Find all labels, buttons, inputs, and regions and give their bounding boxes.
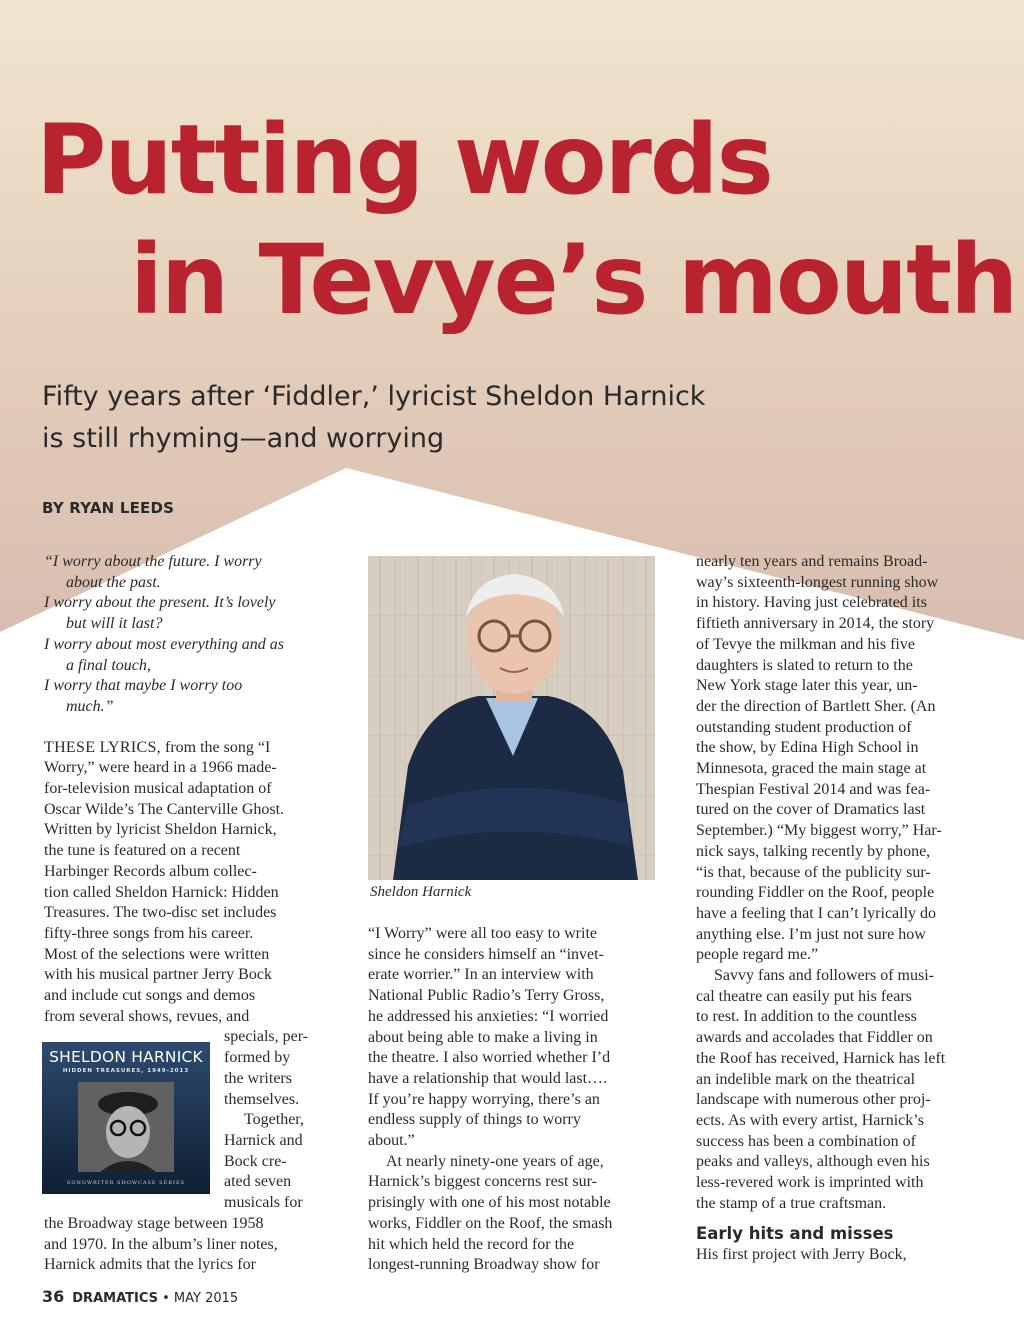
body-line: ects. As with every artist, Harnick’s [696,1111,924,1129]
body-line: outstanding student production of [696,718,912,736]
body-line: Written by lyricist Sheldon Harnick, [44,821,277,839]
body-line: fifty-three songs from his career. [44,924,254,942]
body-line: Harnick admits that the lyrics for [44,1256,256,1274]
body-line: an indelible mark on the theatrical [696,1070,916,1088]
portrait-photo [368,556,655,880]
body-line: Together, [244,1111,304,1129]
body-line: the Roof has received, Harnick has left [696,1049,946,1067]
body-line: about being able to make a living in [368,1028,598,1046]
body-line: musicals for [224,1194,303,1212]
body-line: Minnesota, graced the main stage at [696,760,927,778]
body-line: in history. Having just celebrated its [696,594,927,612]
epigraph-line: I worry that maybe I worry too [44,677,243,695]
body-line: daughters is slated to return to the [696,656,913,674]
body-line: Harbinger Records album collec- [44,862,257,880]
body-line: Harnick’s biggest concerns rest sur- [368,1173,597,1191]
body-line: the show, by Edina High School in [696,739,919,757]
body-line: specials, per- [224,1028,309,1046]
body-line: tion called Sheldon Harnick: Hidden [44,883,279,901]
body-line: cal theatre can easily put his fears [696,987,912,1005]
lead-in: THESE LYRICS, [44,738,161,756]
body-line: anything else. I’m just not sure how [696,925,926,943]
epigraph-line: I worry about the present. It’s lovely [44,594,276,612]
column-3 [696,552,986,1265]
body-line: tured on the cover of Dramatics last [696,801,926,819]
subtitle-line-2: is still rhyming—and worrying [42,423,445,454]
body-line: and include cut songs and demos [44,987,256,1005]
byline: BY RYAN LEEDS [42,499,175,517]
body-line: have a feeling that I can’t lyrically do [696,904,937,922]
body-line: nearly ten years and remains Broad- [696,553,928,570]
album-subtitle: HIDDEN TREASURES, 1949-2013 [62,1068,190,1074]
body-line: ated seven [224,1173,292,1191]
body-line: September.) “My biggest worry,” Har- [696,822,942,840]
body-line: Savvy fans and followers of musi- [714,967,934,985]
body-line: rounding Fiddler on the Roof, people [696,884,935,902]
page-number: 36 [42,1287,65,1306]
column-2 [368,924,658,1276]
body-line: fiftieth anniversary in 2014, the story [696,615,935,633]
body-line: people regard me.” [696,946,819,964]
footer-separator: • [162,1291,170,1306]
body-line: themselves. [224,1090,300,1108]
body-line: the writers [224,1069,292,1087]
body-line: from several shows, revues, and [44,1007,250,1025]
body-line: the theatre. I also worried whether I’d [368,1049,611,1067]
body-line: landscape with numerous other proj- [696,1091,931,1109]
epigraph-line: I worry about most everything and as [44,635,284,653]
body-line: Harnick and [224,1131,303,1149]
epigraph-line: much.” [66,697,114,715]
body-line: “is that, because of the publicity sur- [696,863,931,881]
body-line: formed by [224,1049,291,1067]
body-line: New York stage later this year, un- [696,677,918,695]
body-line: longest-running Broadway show for [368,1256,600,1274]
epigraph-line: “I worry about the future. I worry [44,553,262,570]
album-title: SHELDON HARNICK [49,1048,203,1066]
body-line: to rest. In addition to the countless [696,1008,917,1026]
body-line: awards and accolades that Fiddler on [696,1029,933,1047]
body-line: Treasures. The two-disc set includes [44,904,277,922]
body-line: success has been a combination of [696,1132,916,1150]
body-line: the Broadway stage between 1958 [44,1214,264,1232]
body-line: of Tevye the milkman and his five [696,635,915,653]
body-line: and 1970. In the album’s liner notes, [44,1235,278,1253]
section-subhead: Early hits and misses [696,1223,894,1243]
body-line: works, Fiddler on the Roof, the smash [368,1214,613,1232]
body-line: the stamp of a true craftsman. [696,1194,887,1212]
body-line: endless supply of things to worry [368,1111,581,1129]
portrait-image [368,556,655,880]
subtitle-line-1: Fifty years after ‘Fiddler,’ lyricist Sheldon Harnick [42,381,706,412]
body-line: National Public Radio’s Terry Gross, [368,987,605,1005]
body-line: Oscar Wilde’s The Canterville Ghost. [44,800,285,818]
magazine-name: DRAMATICS [72,1291,158,1306]
album-cover-image [42,1042,210,1194]
body-line: less-revered work is imprinted with [696,1174,924,1192]
body-line: with his musical partner Jerry Bock [44,966,272,984]
body-line: Most of the selections were written [44,945,270,963]
body-line: erate worrier.” In an interview with [368,966,594,984]
photo-caption: Sheldon Harnick [370,884,472,900]
body-line: the tune is featured on a recent [44,842,241,860]
epigraph-line: about the past. [66,573,161,591]
article-title-line-1: Putting words [36,104,772,216]
body-line: His first project with Jerry Bock, [696,1245,907,1263]
body-line: hit which held the record for the [368,1235,575,1253]
body-line: he addressed his anxieties: “I worried [368,1007,609,1025]
epigraph-line: but will it last? [66,615,163,633]
body-line: If you’re happy worrying, there’s an [368,1090,600,1108]
body-line: since he considers himself an “invet- [368,945,604,963]
body-line: Thespian Festival 2014 and was fea- [696,780,931,798]
body-line: THESE LYRICS, from the song “I [44,738,271,756]
body-line: “I Worry” were all too easy to write [368,925,597,942]
body-line: peaks and valleys, although even his [696,1153,930,1171]
body-line: for-television musical adaptation of [44,780,272,798]
article-subtitle [42,376,722,460]
article-title-line-2: in Tevye’s mouth [130,224,1017,336]
body-line: have a relationship that would last…. [368,1069,608,1087]
epigraph [44,552,330,718]
body-line: way’s sixteenth-longest running show [696,573,939,591]
epigraph-line: a final touch, [66,656,151,674]
body-line: prisingly with one of his most notable [368,1194,611,1212]
body-line: Worry,” were heard in a 1966 made- [44,759,277,777]
body-line: Bock cre- [224,1152,287,1170]
body-line: At nearly ninety-one years of age, [386,1152,604,1170]
body-line: der the direction of Bartlett Sher. (An [696,697,936,715]
body-line: nick says, talking recently by phone, [696,842,931,860]
page-footer [42,1287,238,1306]
issue-date: MAY 2015 [173,1291,239,1306]
album-series: SONGWRITER SHOWCASE SERIES [66,1180,186,1186]
body-line: about.” [368,1132,415,1150]
